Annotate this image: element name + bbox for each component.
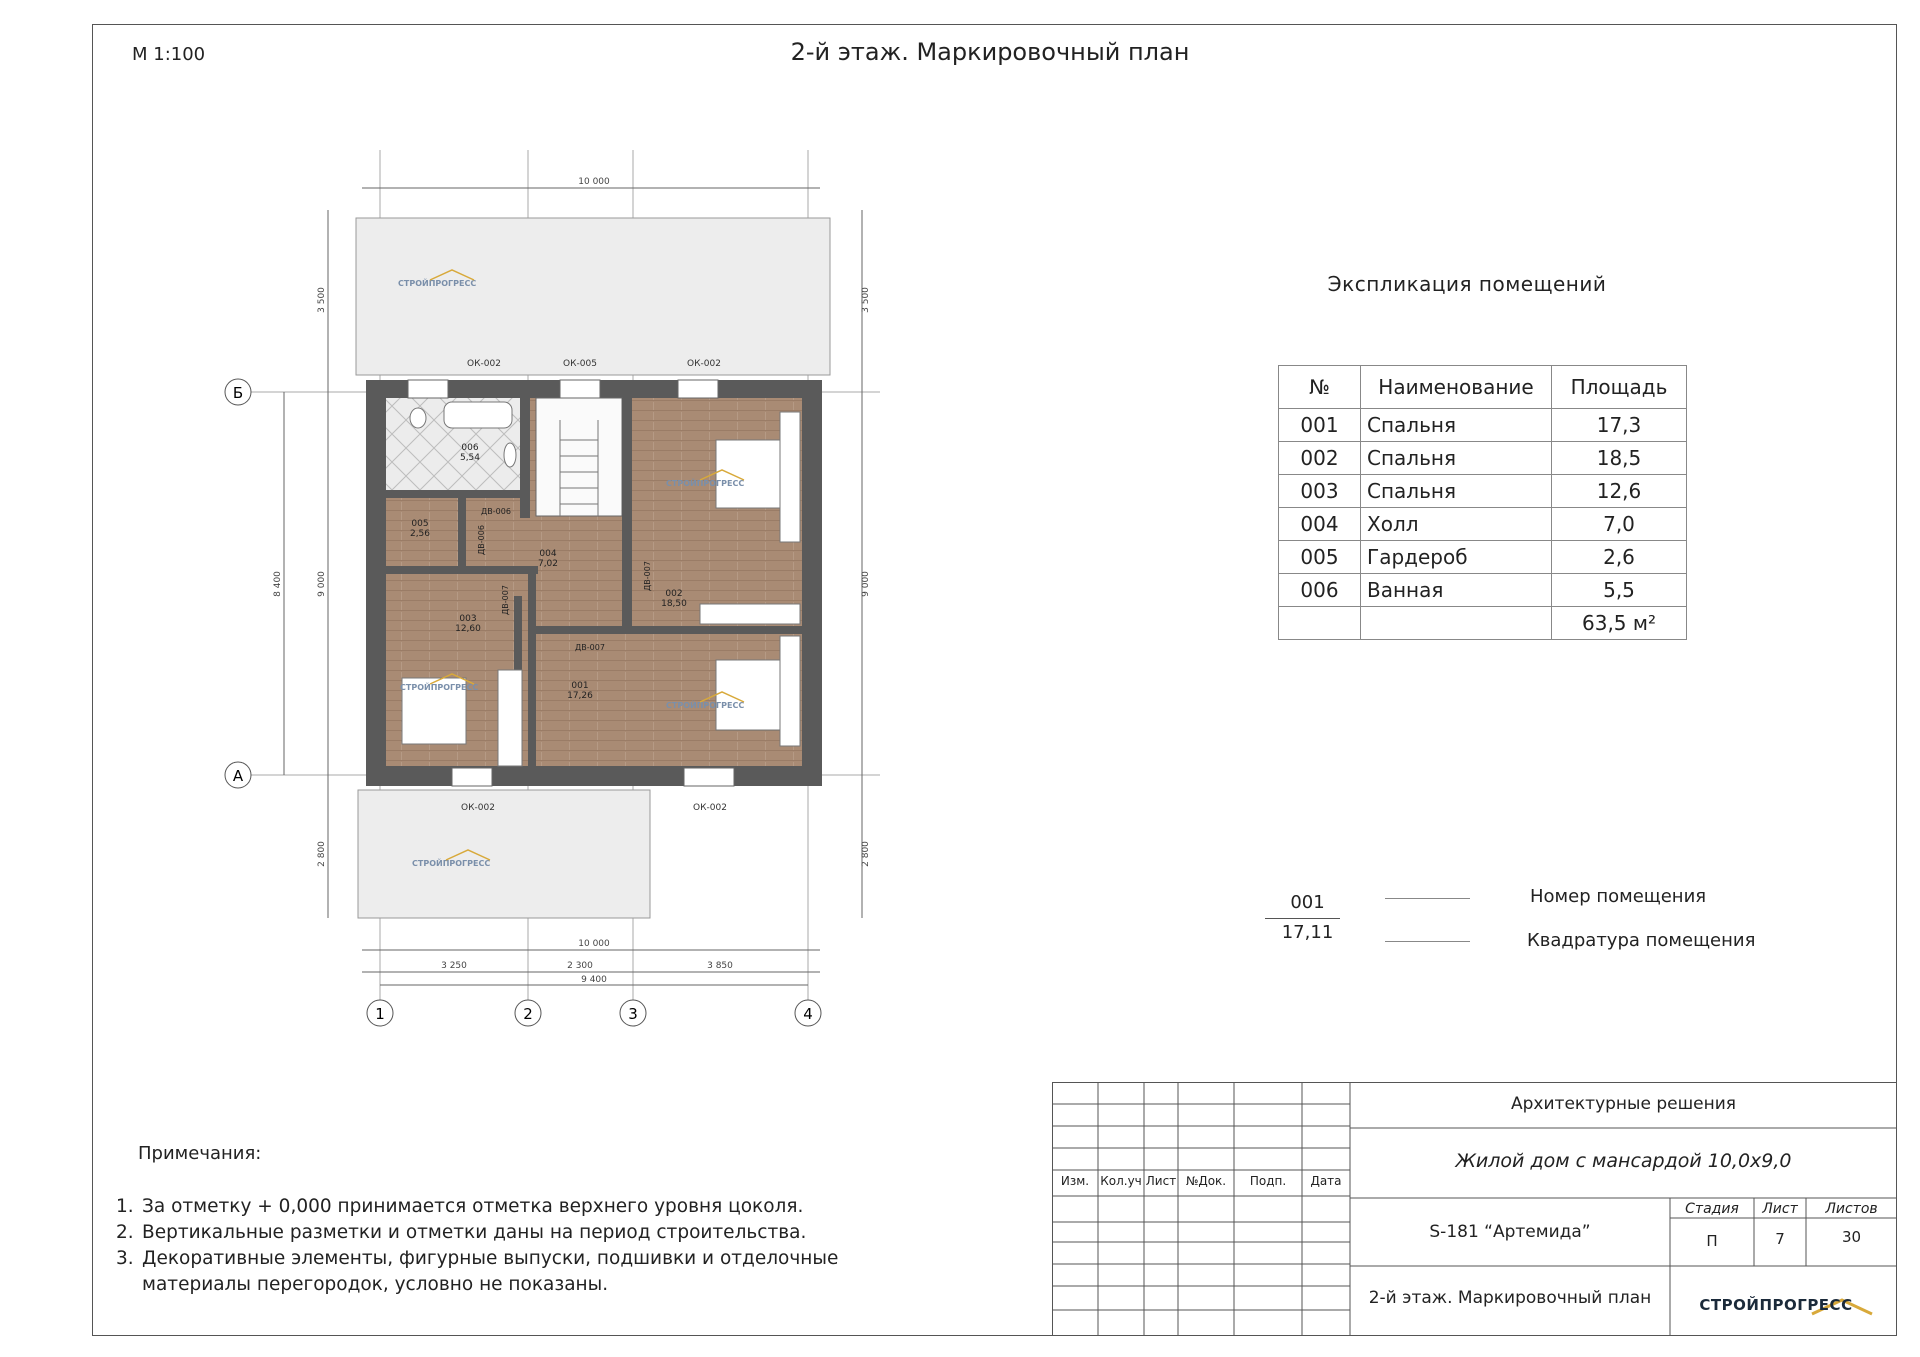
- dim-bottom-part-1: 3 250: [441, 961, 467, 971]
- watermark-logo: СТРОЙПРОГРЕСС: [400, 683, 479, 692]
- table-total-row: [1279, 607, 1687, 640]
- row-name: Спальня: [1361, 442, 1552, 475]
- table-row: [1279, 508, 1687, 541]
- watermark-logo: СТРОЙПРОГРЕСС: [398, 279, 477, 288]
- stamp-sheets-label: Листов: [1825, 1201, 1878, 1217]
- room-004-area: 7,02: [537, 559, 559, 569]
- row-name: Гардероб: [1361, 541, 1552, 574]
- room-003-num: 003: [459, 614, 477, 624]
- total-area: 63,5 м²: [1552, 607, 1687, 640]
- room-005-num: 005: [411, 519, 429, 529]
- stamp-object: Жилой дом с мансардой 10,0х9,0: [1455, 1150, 1792, 1172]
- row-name: Спальня: [1361, 475, 1552, 508]
- legend-leader-1: [1385, 898, 1470, 899]
- dim-right-3: 2 800: [861, 841, 871, 867]
- dim-left-2: 9 000: [317, 571, 327, 597]
- stamp-col: Лист: [1145, 1174, 1177, 1188]
- note-text: Вертикальные разметки и отметки даны на период строительства.: [142, 1222, 807, 1243]
- stamp-sheet-name: 2-й этаж. Маркировочный план: [1368, 1288, 1652, 1308]
- legend-num-label: Номер помещения: [1530, 886, 1707, 907]
- stamp-section: Архитектурные решения: [1511, 1094, 1736, 1114]
- table-row: [1279, 574, 1687, 607]
- room-001-num: 001: [571, 681, 589, 691]
- note-number: 2.: [116, 1222, 134, 1243]
- stamp-sheets: 30: [1841, 1228, 1862, 1246]
- axis-4: 4: [803, 1005, 813, 1023]
- stamp-stage-label: Стадия: [1685, 1201, 1739, 1217]
- room-005-area: 2,56: [409, 529, 431, 539]
- watermark-logo: СТРОЙПРОГРЕСС: [412, 859, 491, 868]
- legend-leader-2: [1385, 941, 1470, 942]
- window-label: ОК-005: [563, 359, 597, 369]
- axis-3: 3: [628, 1005, 638, 1023]
- header-area: Площадь: [1552, 366, 1687, 409]
- stamp-sheet: 7: [1775, 1230, 1785, 1248]
- empty-cell: [1279, 607, 1361, 640]
- note-item: [112, 1246, 872, 1298]
- dim-bottom-part-2: 2 300: [567, 961, 593, 971]
- row-num: 001: [1279, 409, 1361, 442]
- row-area: 18,5: [1552, 442, 1687, 475]
- watermark-logo: СТРОЙПРОГРЕСС: [666, 479, 745, 488]
- header-name: Наименование: [1361, 366, 1552, 409]
- note-number: 3.: [116, 1248, 134, 1269]
- table-header-row: [1279, 366, 1687, 409]
- stamp-col: Подп.: [1249, 1174, 1287, 1188]
- row-num: 003: [1279, 475, 1361, 508]
- window-label: ОК-002: [461, 803, 495, 813]
- dim-bottom-axes: 9 400: [581, 975, 607, 985]
- stamp-col: Изм.: [1060, 1174, 1090, 1188]
- row-name: Спальня: [1361, 409, 1552, 442]
- legend-sample-num: 001: [1290, 892, 1325, 913]
- door-label: ДВ-006: [481, 507, 511, 516]
- scale-label: М 1:100: [132, 44, 206, 65]
- balcony-bottom: [358, 790, 650, 918]
- row-area: 7,0: [1552, 508, 1687, 541]
- row-area: 12,6: [1552, 475, 1687, 508]
- notes-list: [112, 1194, 872, 1298]
- room-006-area: 5,54: [459, 453, 481, 463]
- door-label: ДВ-007: [575, 643, 605, 652]
- door-label: ДВ-007: [501, 585, 510, 615]
- row-num: 002: [1279, 442, 1361, 475]
- row-num: 006: [1279, 574, 1361, 607]
- explication-title: Экспликация помещений: [1327, 272, 1607, 296]
- stamp-col: Дата: [1310, 1174, 1342, 1188]
- title-block: [1052, 1082, 1897, 1336]
- dim-left-outer: 8 400: [273, 571, 283, 597]
- row-area: 17,3: [1552, 409, 1687, 442]
- axis-b: Б: [232, 384, 244, 402]
- axis-a: А: [232, 767, 244, 785]
- dim-right-2: 9 000: [861, 571, 871, 597]
- table-row: [1279, 409, 1687, 442]
- legend-area-label: Квадратура помещения: [1527, 930, 1756, 951]
- dim-left-3: 2 800: [317, 841, 327, 867]
- sheet-title: 2-й этаж. Маркировочный план: [790, 38, 1190, 66]
- axis-2: 2: [523, 1005, 533, 1023]
- table-row: [1279, 475, 1687, 508]
- dim-left-1: 3 500: [317, 287, 327, 313]
- watermark-logo: СТРОЙПРОГРЕСС: [666, 701, 745, 710]
- note-number: 1.: [116, 1196, 134, 1217]
- row-name: Холл: [1361, 508, 1552, 541]
- row-area: 2,6: [1552, 541, 1687, 574]
- room-001-area: 17,26: [567, 691, 593, 701]
- stamp-col: №Док.: [1185, 1174, 1227, 1188]
- balcony-top: [356, 218, 830, 375]
- legend-divider: [1265, 918, 1340, 919]
- note-text: Декоративные элементы, фигурные выпуски, подшивки и отделочные материалы перегородок, условно не показаны.: [142, 1248, 839, 1295]
- stamp-project: S-181 “Артемида”: [1429, 1222, 1591, 1242]
- room-003-area: 12,60: [455, 624, 481, 634]
- dim-right-1: 3 500: [861, 287, 871, 313]
- window-label: ОК-002: [467, 359, 501, 369]
- room-006-num: 006: [461, 443, 479, 453]
- stamp-col: Кол.уч: [1100, 1174, 1142, 1188]
- empty-cell: [1361, 607, 1552, 640]
- header-num: №: [1279, 366, 1361, 409]
- row-num: 004: [1279, 508, 1361, 541]
- dim-top: 10 000: [578, 177, 610, 187]
- table-row: [1279, 541, 1687, 574]
- company-logo: СТРОЙПРОГРЕСС: [1699, 1296, 1853, 1314]
- note-item: [112, 1194, 872, 1220]
- stamp-stage: П: [1706, 1232, 1718, 1250]
- note-item: [112, 1220, 872, 1246]
- stair: [536, 398, 622, 516]
- room-002-area: 18,50: [661, 599, 687, 609]
- room-004-num: 004: [539, 549, 557, 559]
- row-name: Ванная: [1361, 574, 1552, 607]
- door-label: ДВ-007: [643, 561, 652, 591]
- window-label: ОК-002: [687, 359, 721, 369]
- door-label: ДВ-006: [477, 525, 486, 555]
- stamp-sheet-label: Лист: [1762, 1201, 1798, 1217]
- window-label: ОК-002: [693, 803, 727, 813]
- legend-sample-area: 17,11: [1281, 922, 1334, 943]
- note-text: За отметку + 0,000 принимается отметка верхнего уровня цоколя.: [142, 1196, 804, 1217]
- table-row: [1279, 442, 1687, 475]
- axis-1: 1: [375, 1005, 385, 1023]
- dim-bottom-total: 10 000: [578, 939, 610, 949]
- row-area: 5,5: [1552, 574, 1687, 607]
- dim-bottom-part-3: 3 850: [707, 961, 733, 971]
- explication-table: [1278, 365, 1687, 640]
- row-num: 005: [1279, 541, 1361, 574]
- room-002-num: 002: [665, 589, 683, 599]
- notes-title: Примечания:: [138, 1143, 262, 1164]
